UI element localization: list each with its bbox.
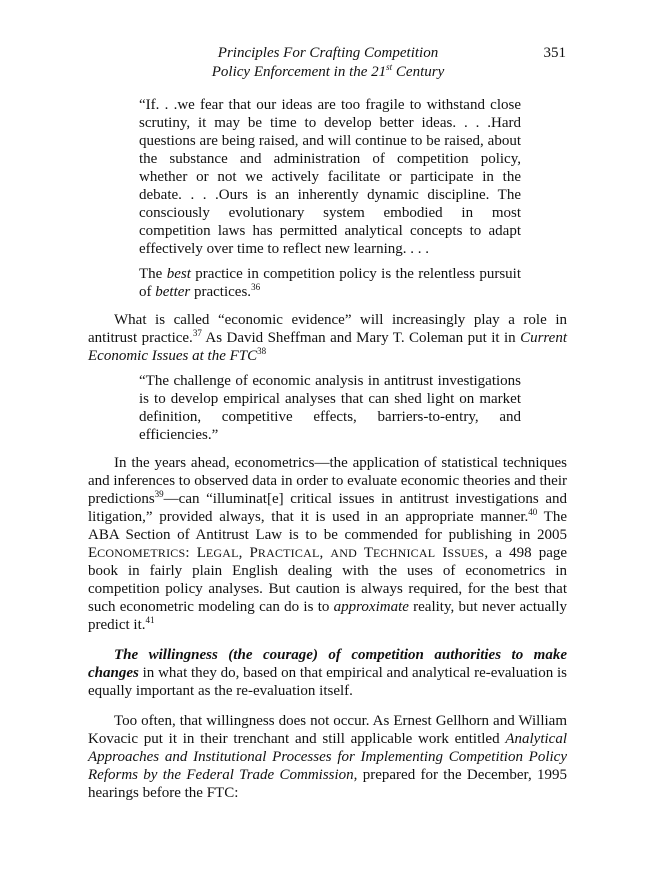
paragraph-willingness xyxy=(88,646,567,700)
text-run: practice in competition policy is the relentless pursuit of xyxy=(139,266,521,300)
small-caps-rest: RACTICAL xyxy=(257,546,320,560)
block-quote-2: “The challenge of economic analysis in antitrust investigations is to develop empirical analyses that can shed light on market definition, competitive effects, barriers-to-entry, and efficiencies.” xyxy=(139,373,521,443)
header-line2-text: Policy Enforcement in the 21 xyxy=(211,64,387,80)
text-run: : xyxy=(185,545,197,561)
block-quote-1-paragraph-2 xyxy=(139,265,521,301)
footnote-ref-36: 36 xyxy=(251,282,261,292)
small-caps-rest: CONOMETRICS xyxy=(97,546,186,560)
emphasis-better: better xyxy=(155,284,191,300)
footnote-ref-40: 40 xyxy=(528,507,538,517)
paragraph-gellhorn-kovacic xyxy=(88,712,567,802)
text-run: practices. xyxy=(190,284,252,300)
small-caps-rest: ECHNICAL xyxy=(373,546,436,560)
paragraph-economic-evidence xyxy=(88,311,567,365)
emphasis-approximate: approximate xyxy=(333,599,409,615)
small-caps-initial: P xyxy=(249,545,258,561)
text-run: reality, but never actually predict it. xyxy=(88,599,567,633)
block-quote-1-paragraph-1: “If. . .we fear that our ideas are too fragile to withstand close scrutiny, it may be time to develop better ideas. . . .Hard questions are being raised, and will continue to be raised, about the substance and administration of competition policy, whether or not we actively facilitate or participate in the debate. . . .Ours is an inherently dynamic discipline. The consciously evolutionary system embodied in most competition laws has permitted analytical concepts to adapt effectively over time to reflect new learning. . . . xyxy=(139,97,521,257)
small-caps-rest: EGAL xyxy=(205,546,239,560)
text-run: The ABA Section of Antitrust Law is to be commended for publishing in 2005 xyxy=(88,509,567,543)
small-caps-rest: SSUES xyxy=(447,546,485,560)
text-run: , a 498 page book in fairly plain English dealing with the uses of econometrics in competition policy analyses. But caution is always required, for the best that such econometric modeling can do is to xyxy=(88,545,568,615)
running-header xyxy=(88,44,568,82)
small-caps-initial: E xyxy=(88,545,98,561)
footnote-ref-41: 41 xyxy=(145,615,155,625)
bold-italic-emphasis: The willingness (the courage) of competition authorities to make changes xyxy=(88,647,567,681)
page-number: 351 xyxy=(543,45,566,61)
footnote-ref-37: 37 xyxy=(192,328,202,338)
paragraph-econometrics xyxy=(88,454,567,634)
emphasis-best: best xyxy=(166,266,191,282)
text-run: , prepared for the December, 1995 hearings before the FTC: xyxy=(88,767,567,801)
cited-work-title: Analytical Approaches and Institutional Processes for Implementing Competition Policy Reforms by the Federal Trade Commission xyxy=(88,731,567,783)
page-body xyxy=(88,96,567,802)
text-run: —can “illuminat[e] critical issues in antitrust investigations and litigation,” provided always, that it is used in an appropriate manner. xyxy=(88,491,567,525)
text-run: , xyxy=(319,545,331,561)
header-line2-tail: Century xyxy=(392,64,445,80)
small-caps-initial: T xyxy=(363,545,373,561)
running-header-line-2 xyxy=(88,63,568,82)
text-run: in what they do, based on that empirical and analytical re-evaluation is equally important as the re-evaluation itself. xyxy=(88,665,567,699)
cited-title: Current Economic Issues at the FTC xyxy=(88,330,568,364)
running-header-line-1: Principles For Crafting Competition xyxy=(217,45,439,61)
small-caps-initial: I xyxy=(442,545,448,561)
footnote-ref-38: 38 xyxy=(257,346,267,356)
header-superscript: st xyxy=(386,62,393,72)
footnote-ref-39: 39 xyxy=(154,489,164,499)
small-caps-rest: AND xyxy=(330,546,357,560)
text-run: , xyxy=(238,545,250,561)
text-run: As David Sheffman and Mary T. Coleman put it in xyxy=(201,330,521,346)
text-run: The xyxy=(139,266,167,282)
small-caps-initial: L xyxy=(196,545,206,561)
text-run: In the years ahead, econometrics—the application of statistical techniques and inferences to observed data in order to evaluate economic theories and their predictions xyxy=(88,455,567,507)
text-run: What is called “economic evidence” will increasingly play a role in antitrust practice. xyxy=(88,312,567,346)
text-run: Too often, that willingness does not occur. As Ernest Gellhorn and William Kovacic put it in their trenchant and still applicable work entitled xyxy=(88,713,567,747)
text-run xyxy=(357,545,364,561)
